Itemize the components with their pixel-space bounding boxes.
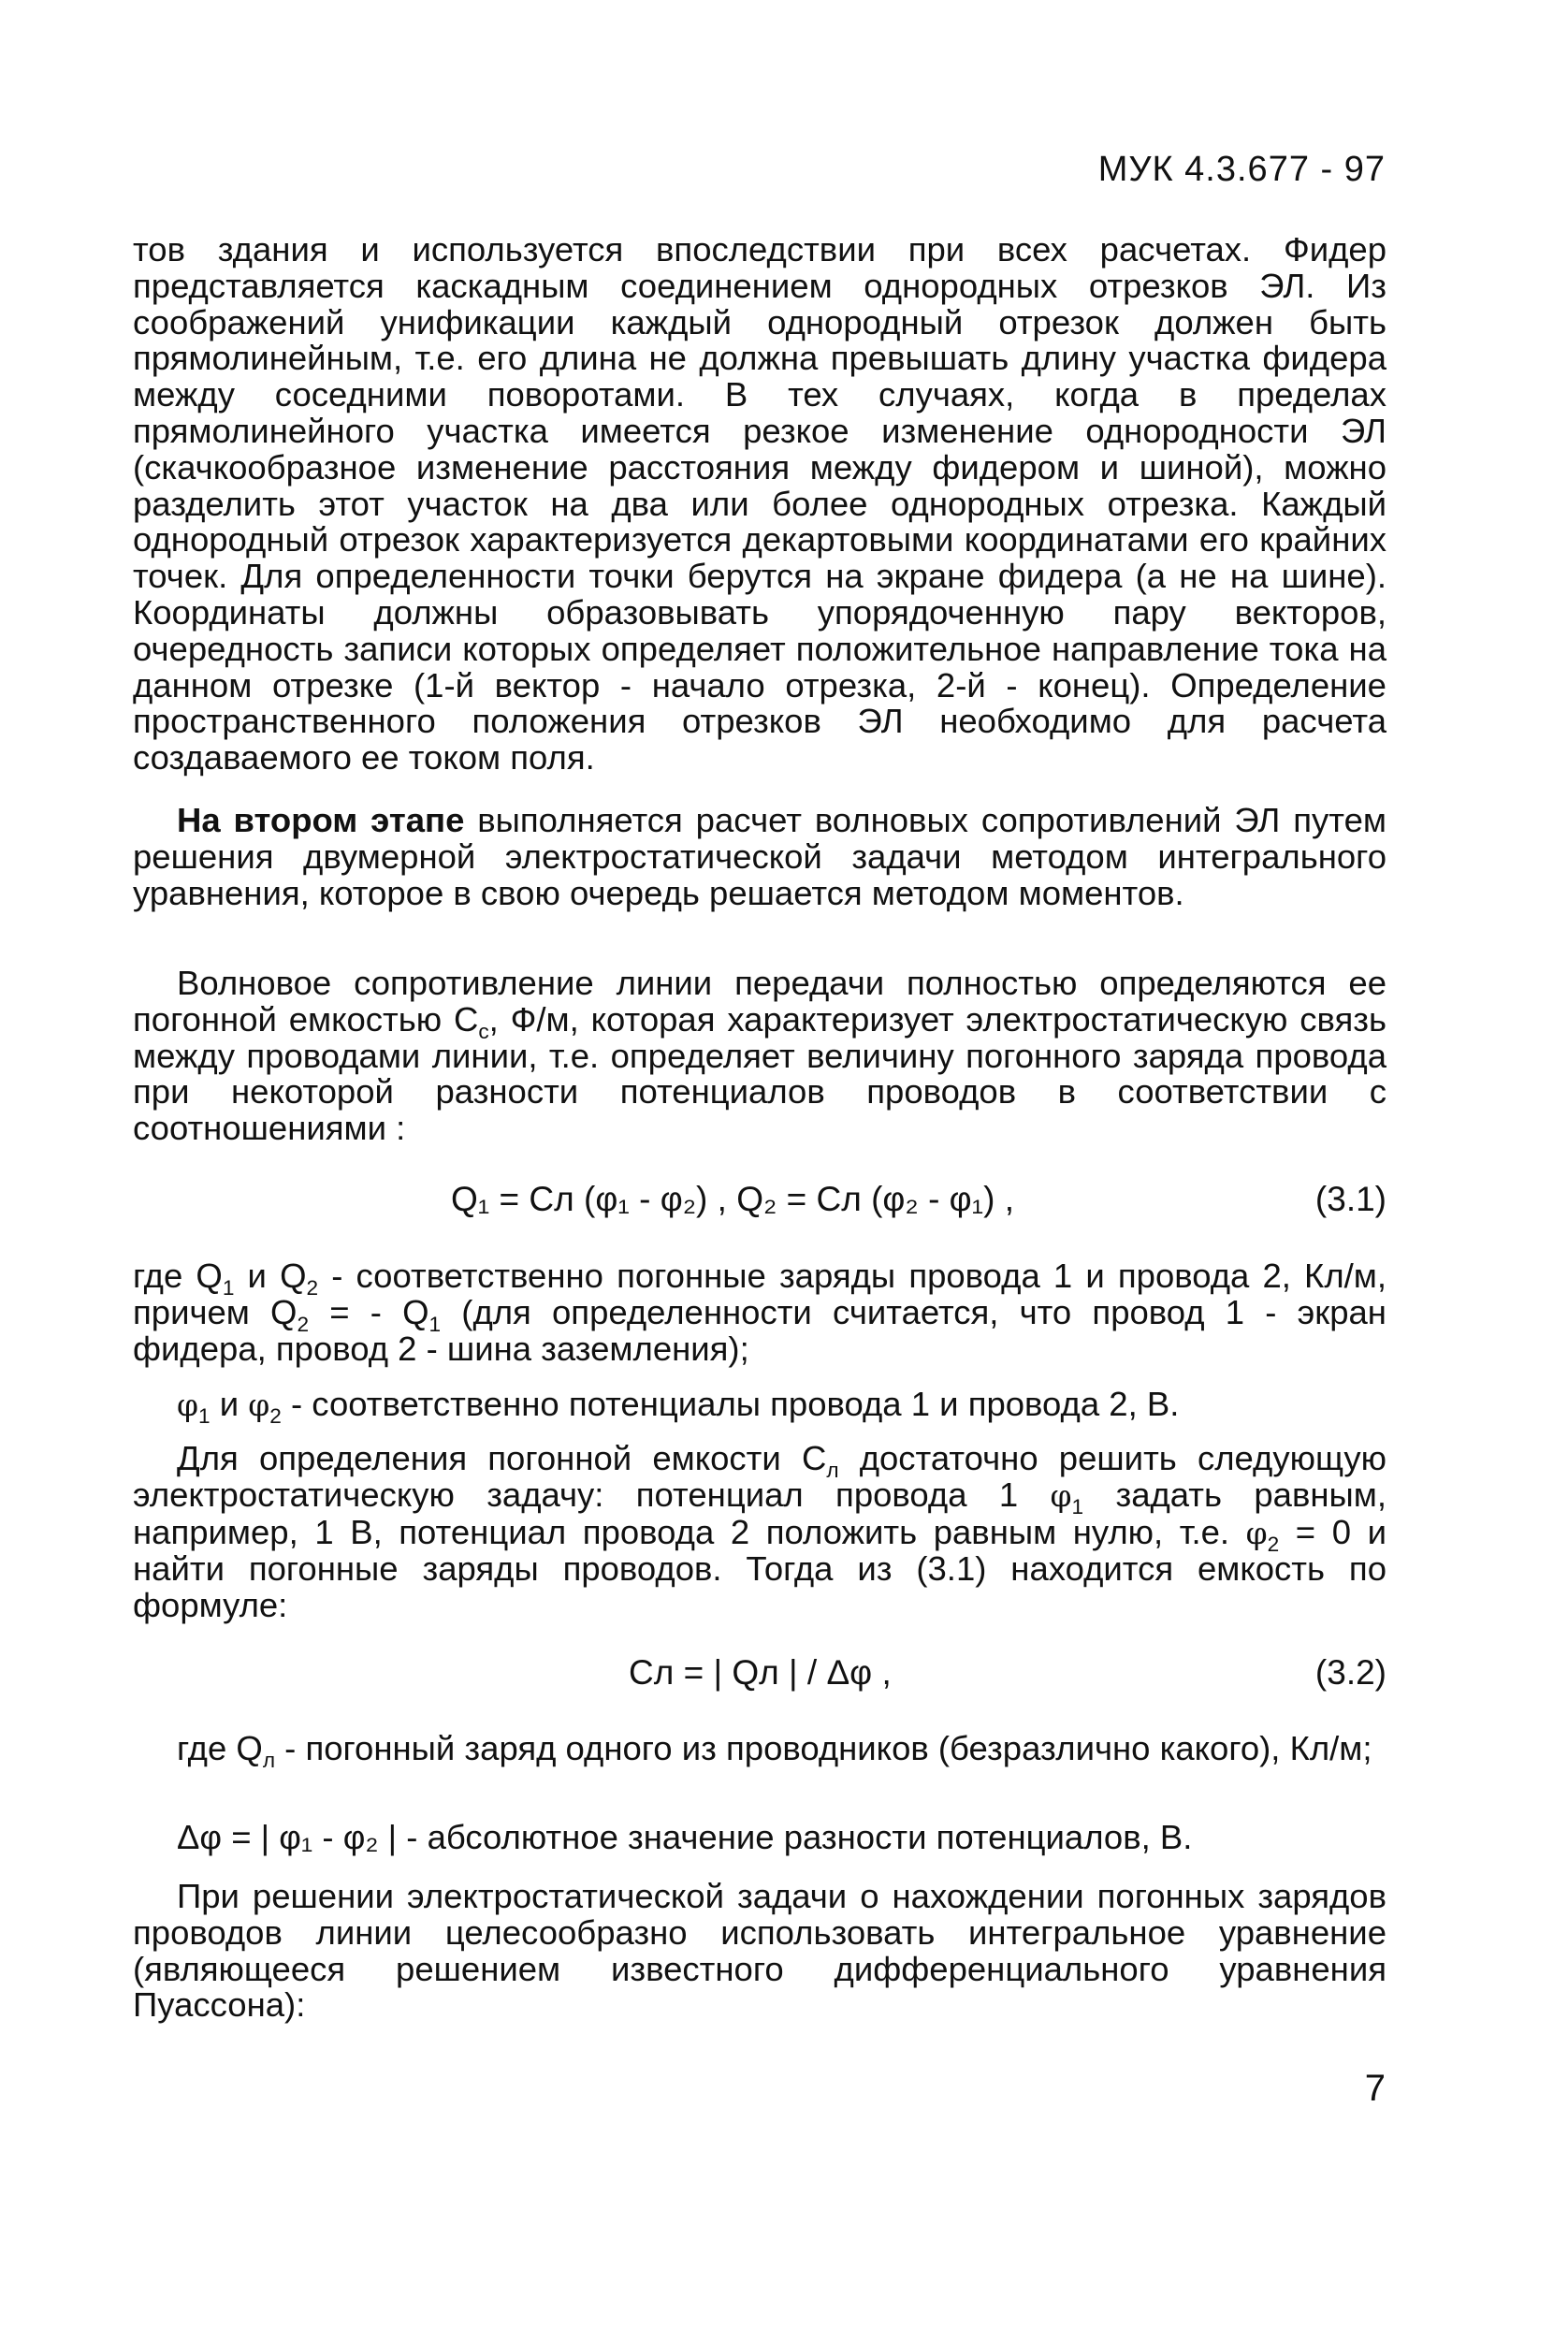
paragraph-2 <box>133 803 1387 911</box>
p6-b: достаточно решить следующую электростатическую задачу: потенциал провода 1 <box>133 1439 1387 1514</box>
phi-symbol-3: φ <box>1050 1477 1072 1514</box>
paragraph-7 <box>133 1729 1387 1772</box>
page-number: 7 <box>1364 2068 1386 2109</box>
p7-sub-1: л <box>262 1748 276 1772</box>
paragraph-8 <box>133 1820 1387 1856</box>
p6-sub-2: 1 <box>1071 1494 1084 1519</box>
p6-a: Для определения погонной емкости С <box>177 1439 827 1477</box>
p4-sub-1: 1 <box>222 1275 235 1300</box>
p8-b: - абсолютное значение разности потенциалов, В. <box>397 1818 1193 1856</box>
paragraph-5 <box>133 1385 1387 1428</box>
formula-3-1 <box>133 1181 1387 1218</box>
p6-sub-3: 2 <box>1267 1532 1280 1556</box>
phi-symbol: φ <box>177 1388 198 1423</box>
p4-d: = - Q <box>309 1292 429 1331</box>
p4-sub-2: 2 <box>306 1275 319 1300</box>
paragraph-3-part-a: Волновое сопротивление линии передачи полностью определяются ее погонной емкостью С <box>133 964 1387 1039</box>
p6-sub-1: л <box>826 1458 839 1482</box>
phi-symbol-2: φ <box>248 1388 270 1423</box>
p7-a: где Q <box>177 1729 263 1767</box>
paragraph-1: тов здания и используется впоследствии при всех расчетах. Фидер представляется каскадным соединением однородных отрезков ЭЛ. Из соображений унификации каждый однородный отрезок должен быть прямолинейным, т.е. его длина не должна превышать длину участка фидера между соседними поворотами. В тех случаях, когда в пределах прямолинейного участка имеется резкое изменение однородности ЭЛ (скачкообразное изменение расстояния между фидером и шиной), можно разделить этот участок на два или более однородных отрезка. Каждый однородный отрезок характеризуется декартовыми координатами его крайних точек. Для определенности точки берутся на экране фидера (а не на шине). Координаты должны образовывать упорядоченную пару векторов, очередность записи которых определяет положительное направление тока на данном отрезке (1-й вектор - начало отрезка, 2-й - конец). Определение пространственного положения отрезков ЭЛ необходимо для расчета создаваемого ее током поля. <box>133 230 1387 777</box>
paragraph-3 <box>133 966 1387 1147</box>
formula-3-1-expression: Q₁ = Cл (φ₁ - φ₂) , Q₂ = Cл (φ₂ - φ₁) , <box>451 1180 1015 1218</box>
paragraph-6 <box>133 1441 1387 1624</box>
paragraph-9: При решении электростатической задачи о нахождении погонных зарядов проводов линии целесообразно использовать интегральное уравнение (являющееся решением известного дифференциального уравнения Пуассона): <box>133 1877 1387 2025</box>
p4-a: где Q <box>133 1257 223 1295</box>
formula-3-1-number: (3.1) <box>1314 1180 1387 1218</box>
delta-phi-expression: Δφ = | φ₁ - φ₂ | <box>177 1818 398 1856</box>
paragraph-2-bold-lead: На втором этапе <box>177 801 465 839</box>
p4-e: (для определенности считается, что провод 1 - экран фидера, провод 2 - шина заземления); <box>133 1292 1387 1368</box>
p5-sub-1: 1 <box>198 1403 211 1428</box>
document-code-header: МУК 4.3.677 - 97 <box>1097 150 1386 189</box>
p7-b: - погонный заряд одного из проводников (безразлично какого), Кл/м; <box>275 1729 1372 1767</box>
p5-a: и <box>210 1385 249 1423</box>
p4-sub-4: 1 <box>428 1312 442 1336</box>
p4-b: и Q <box>234 1257 307 1295</box>
p5-b: - соответственно потенциалы провода 1 и провода 2, В. <box>281 1385 1180 1423</box>
p5-sub-2: 2 <box>269 1403 282 1428</box>
p4-c: - соответственно погонные заряды провода 1 и провода 2, Кл/м, причем Q <box>133 1257 1387 1331</box>
p6-d: = 0 и найти погонные заряды проводов. Тогда из (3.1) находится емкость по формуле: <box>133 1512 1387 1625</box>
formula-3-2 <box>133 1654 1387 1692</box>
paragraph-3-subscript: с <box>478 1019 489 1043</box>
p4-sub-3: 2 <box>297 1312 310 1336</box>
paragraph-4 <box>133 1258 1387 1367</box>
formula-3-2-number: (3.2) <box>1314 1653 1387 1692</box>
formula-3-2-expression: Cл = | Qл | / Δφ , <box>629 1653 892 1692</box>
phi-symbol-4: φ <box>1245 1515 1268 1551</box>
paragraph-2-rest: выполняется расчет волновых сопротивлений ЭЛ путем решения двумерной электростатической задачи методом интегрального уравнения, которое в свою очередь решается методом моментов. <box>133 801 1387 912</box>
paragraph-3-part-b: , Ф/м, которая характеризует электростатическую связь между проводами линии, т.е. определяет величину погонного заряда провода при некоторой разности потенциалов проводов в соответствии с соотношениями : <box>133 999 1387 1148</box>
p6-c: задать равным, например, 1 В, потенциал провода 2 положить равным нулю, т.е. <box>133 1475 1387 1551</box>
